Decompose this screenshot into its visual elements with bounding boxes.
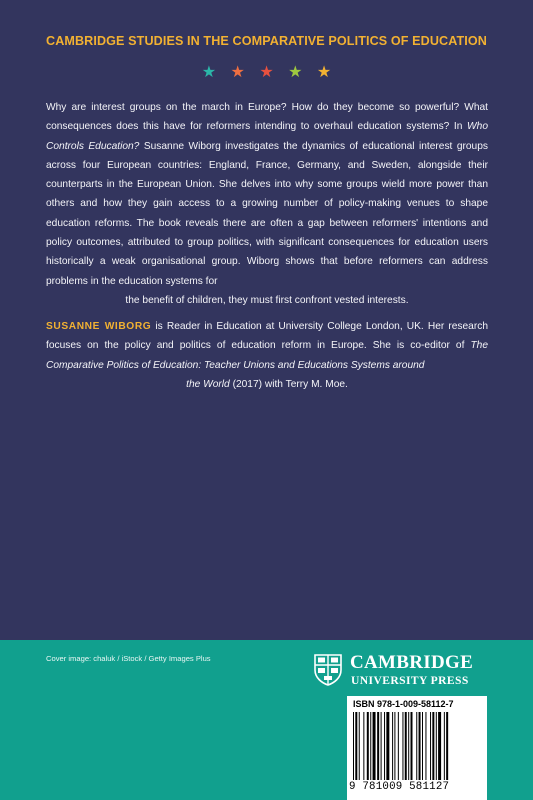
- publisher-subtitle: UNIVERSITY PRESS: [351, 674, 469, 687]
- coedited-title: The Comparative Politics of Education: Teacher Unions and Educations Systems around: [46, 340, 488, 371]
- author-name: SUSANNE WIBORG: [46, 321, 152, 332]
- barcode: [347, 696, 487, 800]
- star-icon: ★: [316, 64, 332, 81]
- blurb-last-line: the benefit of children, they must first confront vested interests.: [125, 294, 409, 306]
- barcode-number: 9 781009 581127: [349, 781, 450, 793]
- crest-icon: [314, 654, 342, 686]
- star-row: [0, 63, 533, 83]
- series-title: CAMBRIDGE STUDIES IN THE COMPARATIVE POLITICS OF EDUCATION: [46, 34, 487, 48]
- isbn-label: ISBN 978-1-009-58112-7: [353, 699, 454, 709]
- star-icon: ★: [288, 64, 303, 81]
- star-icon: ★: [259, 64, 274, 81]
- coedited-title-end: the World: [186, 378, 230, 390]
- star-icon: ★: [201, 64, 217, 81]
- footer-band: [0, 640, 533, 800]
- bio-last-line: [46, 375, 488, 394]
- bio-text-2: (2017) with Terry M. Moe.: [232, 378, 348, 390]
- author-bio: [46, 317, 488, 394]
- barcode-bars: [353, 712, 481, 780]
- blurb-text-2: Susanne Wiborg investigates the dynamics of educational interest groups across four European countries: England, France, Germany, and Sweden, alongside their counterparts in the European Union. She delves into why some groups wield more power than others and how they gain access to a growing number of policy-making venues to shape education reforms. The book reveals there are often a gap between reformers' intentions and policy outcomes, attributed to group politics, with significant consequences for education users historically a weak organisational group. Wiborg shows that before reformers can address problems in the education systems for: [46, 140, 488, 287]
- publisher-logo: [314, 652, 514, 690]
- blurb-text-1: Why are interest groups on the march in Europe? How do they become so powerful? What consequences does this have for reformers intending to overhaul education systems? In: [46, 102, 488, 133]
- star-icon: ★: [230, 64, 245, 81]
- bio-text-1: is Reader in Education at University College London, UK. Her research focuses on the policy and politics of education reform in Europe. She is co-editor of: [46, 321, 488, 352]
- book-blurb: [46, 98, 488, 310]
- publisher-name: CAMBRIDGE: [350, 652, 474, 673]
- book-title: Who Controls Education?: [46, 121, 488, 152]
- cover-image-credit: Cover image: chaluk / iStock / Getty Images Plus: [46, 654, 211, 663]
